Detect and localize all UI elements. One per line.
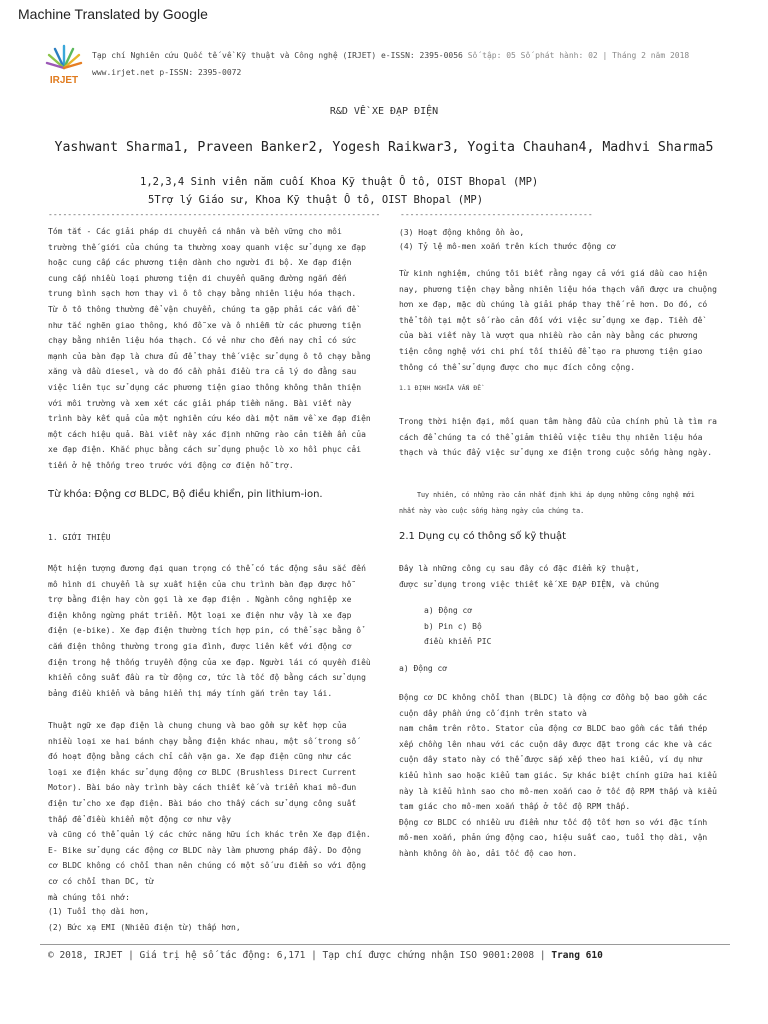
logo-text: IRJET	[49, 75, 79, 86]
paragraph-line: thông có thể sử dụng được cho mục đích công cộng.	[399, 362, 636, 372]
list-item: (4) Tỷ lệ mô-men xoắn trên kích thước động cơ	[399, 242, 616, 251]
right-paragraph-2	[399, 414, 717, 461]
footer-rule	[40, 944, 730, 945]
abstract-line: trung bình sạch hơn thay vì ô tô chạy bằng nhiên liệu hóa thạch.	[48, 289, 357, 299]
right-paragraph-1	[399, 266, 717, 375]
irjet-leaf-icon	[44, 40, 84, 86]
journal-header-line1	[92, 51, 689, 60]
paragraph-line: Động cơ BLDC có nhiều ưu điểm như tốc độ tốt hơn so với đặc tính	[399, 817, 708, 827]
intro-line: cắm điện thông thường trong gia đình, được liên kết với động cơ	[48, 641, 352, 651]
intro-line: Motor). Bài báo này trình bày cách thiết kế và triển khai mô-đun	[48, 783, 357, 793]
paragraph-line: Đây là những công cụ sau đây có đặc điểm kỹ thuật,	[399, 564, 640, 573]
intro-line: bảng điều khiển và bảng hiển thị máy tính gắn trên tay lái.	[48, 688, 333, 698]
abstract-line: hoặc cung cấp các phương tiện dành cho người đi bộ. Xe đạp điện	[48, 258, 352, 268]
intro-line: loại xe điện khác sử dụng động cơ BLDC (Brushless Direct Current	[48, 767, 357, 777]
journal-issue: Số tập: 05 Số phát hành: 02 | Tháng 2 năm 2018	[462, 51, 690, 60]
intro-line: mà chúng tôi nhớ:	[48, 892, 130, 902]
intro-line: điện tử cho xe đạp điện. Bài báo cho thấy cách sử dụng công suất	[48, 798, 357, 808]
intro-line: đó hoạt động bằng cách chỉ cần vặn ga. Xe đạp điện cũng như các	[48, 752, 352, 762]
intro-line: trợ bằng điện hay còn gọi là xe đạp điện . Ngành công nghiệp xe	[48, 595, 352, 605]
journal-name: Tạp chí Nghiên cứu Quốc tế về Kỹ thuật và Công nghệ (IRJET) e-ISSN: 2395-0056	[92, 51, 463, 60]
component-list	[424, 603, 491, 650]
separator-left: ---------------------------------------------------------------------	[48, 210, 381, 219]
abstract-line: Tóm tắt - Các giải pháp di chuyển cá nhân và bền vững cho môi	[48, 227, 342, 236]
subsection-heading-1-1: 1.1 ĐỊNH NGHĨA VẤN ĐỀ	[399, 384, 482, 392]
paragraph-line: mô-men xoắn, phản ứng động cao, hiệu suất cao, tuổi thọ dài, vận	[399, 833, 708, 843]
paragraph-line: hành không ồn ào, dải tốc độ cao hơn.	[399, 848, 578, 858]
paragraph-line: nay, phương tiện chạy bằng nhiên liệu hóa thạch vẫn được ưa chuộng	[399, 284, 717, 294]
irjet-logo	[44, 40, 84, 86]
paragraph-line: cuộn dây stato này có thể được sắp xếp theo hai kiểu, ví dụ như	[399, 755, 703, 765]
right-paragraph-3	[399, 487, 695, 519]
introduction-paragraph-1	[48, 561, 371, 701]
introduction-paragraph-2	[48, 718, 371, 905]
paragraph-line: nam châm trên rôto. Stator của động cơ BLDC bao gồm các tấm thép	[399, 724, 708, 734]
affiliation-2: 5Trợ lý Giáo sư, Khoa Kỹ thuật Ô tô, OIST Bhopal (MP)	[148, 194, 484, 206]
abstract	[48, 224, 371, 474]
list-item: a) Động cơ	[424, 606, 473, 615]
abstract-line: cung cấp nhiều loại phương tiện di chuyển quãng đường ngắn đến	[48, 273, 347, 283]
intro-line: Một hiện tượng đương đại quan trọng có thể có tác động sâu sắc đến	[48, 564, 366, 573]
paragraph-line: tam giác cho mô-men xoắn thấp ở tốc độ RPM thấp.	[399, 802, 631, 812]
abstract-line: Từ ô tô thông thường để vận chuyển, chúng ta gặp phải các vấn đề	[48, 304, 357, 314]
advantages-list-right	[399, 226, 616, 254]
abstract-line: trình bày kết quả của một nghiên cứu kéo dài một năm về xe đạp điện	[48, 414, 371, 424]
abstract-line: một cách hiệu quả. Bài viết này xác định những rào cản tiềm ẩn của	[48, 429, 366, 439]
paragraph-line: cuộn dây phần ứng cố định trên stato và	[399, 708, 587, 718]
intro-line: E- Bike sử dụng các động cơ BLDC này làm phương pháp đẩy. Do động	[48, 845, 362, 855]
list-item: điều khiển PIC	[424, 637, 492, 647]
page-number: Trang 610	[551, 950, 603, 961]
abstract-line: mạnh của bàn đạp là chưa đủ để thay thế việc sử dụng ô tô chạy bằng	[48, 351, 371, 361]
list-item: b) Pin c) Bộ	[424, 621, 482, 631]
abstract-line: trường thế giới của chúng ta thường xoay quanh việc sử dụng xe đạp	[48, 242, 366, 252]
intro-line: thấp để điều khiển một động cơ như vậy	[48, 814, 232, 824]
paragraph-line: thể tồn tại một số rào cản đối với việc sử dụng xe đạp. Tiền đề	[399, 315, 703, 325]
abstract-line: chạy bằng nhiên liệu hóa thạch. Có vẻ như cho đến nay chỉ có sức	[48, 336, 357, 346]
paragraph-line: cách để chúng ta có thể giảm thiểu việc tiêu thụ nhiên liệu hóa	[399, 432, 703, 442]
intro-line: điện không ngừng phát triển. Một loại xe điện như vậy là xe đạp	[48, 610, 352, 620]
paragraph-line: hơn xe đạp, mặc dù chúng là giải pháp thay thế rẻ hơn. Do đó, có	[399, 300, 708, 310]
paragraph-line: được sử dụng trong việc thiết kế XE ĐẠP ĐIỆN, và chúng	[399, 579, 660, 589]
list-item: (2) Bức xạ EMI (Nhiễu điện từ) thấp hơn,	[48, 922, 241, 932]
paragraph-line: kiểu hình sao hoặc kiểu tam giác. Sự khác biệt chính giữa hai kiểu	[399, 770, 717, 780]
paragraph-line: xếp chồng lên nhau với các cuộn dây được đặt trong các khe và các	[399, 739, 713, 749]
paragraph-line: tiện công nghệ với chi phí tối thiểu để tạo ra phương tiện giao	[399, 346, 703, 356]
affiliation-1: 1,2,3,4 Sinh viên năm cuối Khoa Kỹ thuật Ô tô, OIST Bhopal (MP)	[140, 176, 539, 188]
intro-line: điện (e-bike). Xe đạp điện thường tích hợp pin, có thể sạc bằng ổ	[48, 626, 362, 636]
intro-line: khiển công suất đầu ra từ động cơ, tức là tốc độ bằng cách sử dụng	[48, 673, 366, 683]
abstract-line: với môi trường và xem xét các giải pháp tiềm năng. Bài viết này	[48, 398, 352, 408]
footer-text: © 2018, IRJET | Giá trị hệ số tác động: 6,171 | Tạp chí được chứng nhận ISO 9001:2008 |	[48, 950, 552, 961]
paragraph-line: nhất này vào cuộc sống hàng ngày của chúng ta.	[399, 507, 585, 515]
journal-header-line2: www.irjet.net p-ISSN: 2395-0072	[92, 68, 242, 77]
motor-subheading: a) Động cơ	[399, 664, 448, 673]
intro-line: cơ có chổi than DC, từ	[48, 876, 154, 886]
paragraph-line: Từ kinh nghiệm, chúng tôi biết rằng ngay cả với giá dầu cao hiện	[399, 269, 708, 278]
paragraph-line: của bài viết này là vượt qua nhiều rào cản này bằng các phương	[399, 331, 698, 341]
abstract-line: việc liên tục sử dụng các phương tiện giao thông không thân thiện	[48, 382, 362, 392]
paper-title: R&D VỀ XE ĐẠP ĐIỆN	[329, 106, 439, 117]
page-footer	[48, 950, 603, 961]
abstract-line: tiến ở hệ thống treo trước với động cơ điện hỗ trợ.	[48, 460, 294, 470]
abstract-line: xe đạp điện. Khắc phục bằng cách sử dụng phuộc lò xo hồi phục cải	[48, 445, 362, 455]
author-list: Yashwant Sharma1, Praveen Banker2, Yogesh Raikwar3, Yogita Chauhan4, Madhvi Sharma5	[54, 140, 714, 155]
advantages-list-left	[48, 904, 241, 935]
section-heading-introduction: 1. GIỚI THIỆU	[48, 533, 111, 542]
separator-right: ----------------------------------------	[400, 210, 593, 219]
right-paragraph-5	[399, 690, 717, 862]
abstract-line: như tắc nghẽn giao thông, khó đỗ xe và ô nhiễm từ các phương tiện	[48, 320, 362, 330]
machine-translated-banner: Machine Translated by Google	[18, 6, 208, 22]
paragraph-line: Tuy nhiên, có những rào cản nhất định khi áp dụng những công nghệ mới	[417, 491, 695, 499]
paragraph-line: này là kiểu hình sao cho mô-men xoắn cao ở tốc độ RPM thấp và kiểu	[399, 786, 717, 796]
intro-line: mô hình di chuyển là sự xuất hiện của chu trình bàn đạp được hỗ	[48, 579, 352, 589]
keywords: Từ khóa: Động cơ BLDC, Bộ điều khiển, pin lithium-ion.	[48, 489, 323, 500]
right-paragraph-4	[399, 561, 659, 592]
intro-line: nhiều loại xe hai bánh chạy bằng điện khác nhau, một số trong số	[48, 736, 357, 746]
paragraph-line: thạch và thúc đẩy việc sử dụng xe điện trong cuộc sống hàng ngày.	[399, 448, 713, 458]
abstract-line: xăng và dầu diesel, và do đó cần phải điều tra cả lý do đằng sau	[48, 367, 357, 377]
paragraph-line: Trong thời hiện đại, mối quan tâm hàng đầu của chính phủ là tìm ra	[399, 417, 717, 426]
intro-line: cơ BLDC không có chổi than nên chúng có một số ưu điểm so với động	[48, 861, 366, 871]
section-heading-2-1: 2.1 Dụng cụ có thông số kỹ thuật	[399, 531, 567, 542]
intro-line: và cũng có thể quản lý các chức năng hữu ích khác trên Xe đạp điện.	[48, 830, 371, 840]
list-item: (3) Hoạt động không ồn ào,	[399, 228, 525, 237]
paragraph-line: Động cơ DC không chổi than (BLDC) là động cơ đồng bộ bao gồm các	[399, 693, 708, 702]
list-item: (1) Tuổi thọ dài hơn,	[48, 907, 150, 916]
intro-line: điện trong hệ thống truyền động của xe đạp. Người lái có quyền điều	[48, 657, 371, 667]
intro-line: Thuật ngữ xe đạp điện là chung chung và bao gồm sự kết hợp của	[48, 721, 347, 730]
